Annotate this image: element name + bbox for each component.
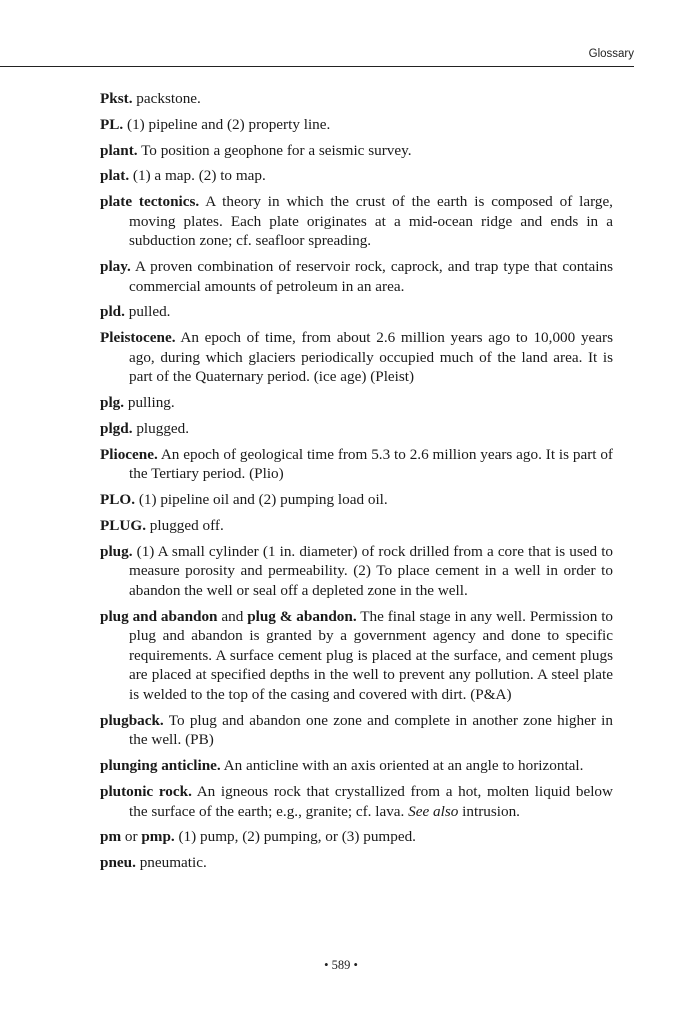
entry-term: plunging anticline. (100, 757, 221, 775)
glossary-entry-plutonic-rock (100, 782, 613, 821)
entry-term-alt: pmp. (141, 828, 175, 846)
entry-definition: plugged off. (149, 516, 224, 534)
glossary-entry-plug-and-abandon (100, 607, 613, 705)
entry-definition: pulling. (127, 394, 175, 412)
header-rule (0, 66, 634, 67)
entry-definition: To position a geophone for a seismic survey. (141, 141, 412, 159)
entry-term: PLO. (100, 491, 136, 509)
entry-definition: An anticline with an axis oriented at an angle to horizontal. (223, 757, 584, 775)
glossary-entry-pkst (100, 89, 613, 109)
entry-definition: An igneous rock that crystallized from a hot, molten liquid below the surface of the earth; e.g., granite; cf. lava. (129, 783, 613, 820)
running-head: Glossary (588, 48, 634, 60)
entry-definition: (1) a map. (2) to map. (132, 167, 266, 185)
entry-term: pneu. (100, 854, 136, 872)
see-also-target: intrusion. (462, 802, 520, 820)
entry-connector: and (221, 607, 244, 625)
entry-definition: (1) pump, (2) pumping, or (3) pumped. (178, 828, 416, 846)
entry-definition: pneumatic. (139, 854, 207, 872)
entry-definition: plugged. (136, 420, 190, 437)
glossary-entry-plug-off (100, 516, 613, 536)
glossary-entry-pleistocene (100, 328, 613, 387)
entry-term: plg. (100, 394, 125, 412)
entry-term: Pliocene. (100, 445, 158, 463)
glossary-entry-pl (100, 115, 613, 135)
page-number: • 589 • (324, 958, 358, 972)
entry-term: plug and abandon (100, 607, 218, 625)
entry-term: plugback. (100, 711, 164, 729)
entry-definition: (1) pipeline oil and (2) pumping load oil. (138, 491, 388, 509)
entry-definition: packstone. (136, 90, 201, 107)
glossary-entry-plo (100, 490, 613, 510)
entry-definition: An epoch of time, from about 2.6 million years ago to 10,000 years ago, during which glaciers periodically occupied much of the land area. It is part of the Quaternary period. (ice age) (Pleist) (129, 329, 613, 386)
glossary-entry-plunging-anticline (100, 756, 613, 776)
entry-term: play. (100, 258, 131, 276)
entry-definition: A theory in which the crust of the earth is composed of large, moving plates. Each plate originates at a mid-ocean ridge and ends in a subduction zone; cf. seafloor spreading. (129, 193, 613, 250)
entry-term: Pkst. (100, 90, 133, 107)
entry-term: PL. (100, 115, 124, 133)
entry-term: plant. (100, 141, 138, 159)
entry-term: PLUG. (100, 516, 146, 534)
entry-definition: (1) A small cylinder (1 in. diameter) of rock drilled from a core that is used to measure porosity and permeability. (2) To place cement in a well in order to abandon the well or seal off a depleted zone in the well. (129, 542, 614, 599)
glossary-entry-pliocene (100, 445, 613, 484)
entry-term: plat. (100, 167, 130, 185)
entry-term-alt: plug & abandon. (247, 607, 357, 625)
see-also-label: See also (408, 802, 459, 820)
entry-term: plate tectonics. (100, 193, 200, 211)
entry-term: plutonic rock. (100, 783, 192, 800)
glossary-entry-plug (100, 542, 613, 601)
entry-term: pm (100, 828, 122, 846)
entry-term: Pleistocene. (100, 329, 176, 347)
glossary-entry-plate-tectonics (100, 192, 613, 251)
entry-connector: or (124, 828, 138, 846)
glossary-entry-plgd (100, 419, 613, 439)
entry-term: plug. (100, 542, 133, 560)
glossary-entry-pneu (100, 853, 613, 873)
entry-definition: An epoch of geological time from 5.3 to 2.6 million years ago. It is part of the Tertiary period. (Plio) (129, 445, 613, 483)
glossary-entry-plugback (100, 711, 613, 750)
glossary-entry-plg (100, 393, 613, 413)
entry-definition: To plug and abandon one zone and complete in another zone higher in the well. (PB) (129, 711, 613, 749)
entry-term: plgd. (100, 420, 133, 437)
glossary-entry-play (100, 257, 613, 296)
glossary-entry-pld (100, 302, 613, 322)
glossary-entries (100, 89, 613, 879)
entry-definition: pulled. (128, 303, 171, 321)
glossary-entry-plant (100, 141, 613, 161)
glossary-entry-plat (100, 166, 613, 186)
entry-definition: (1) pipeline and (2) property line. (127, 115, 331, 133)
entry-definition: The final stage in any well. Permission to plug and abandon is granted by a government agency and done to specific requirements. A surface cement plug is placed at the surface, and cement plugs are placed at specified depths in the well to prevent any pollution. A steel plate is welded to the top of the casing and covered with dirt. (P&A) (129, 607, 614, 704)
entry-term: pld. (100, 303, 125, 321)
entry-definition: A proven combination of reservoir rock, caprock, and trap type that contains commercial amounts of petroleum in an area. (129, 258, 613, 295)
glossary-entry-pm (100, 827, 613, 847)
